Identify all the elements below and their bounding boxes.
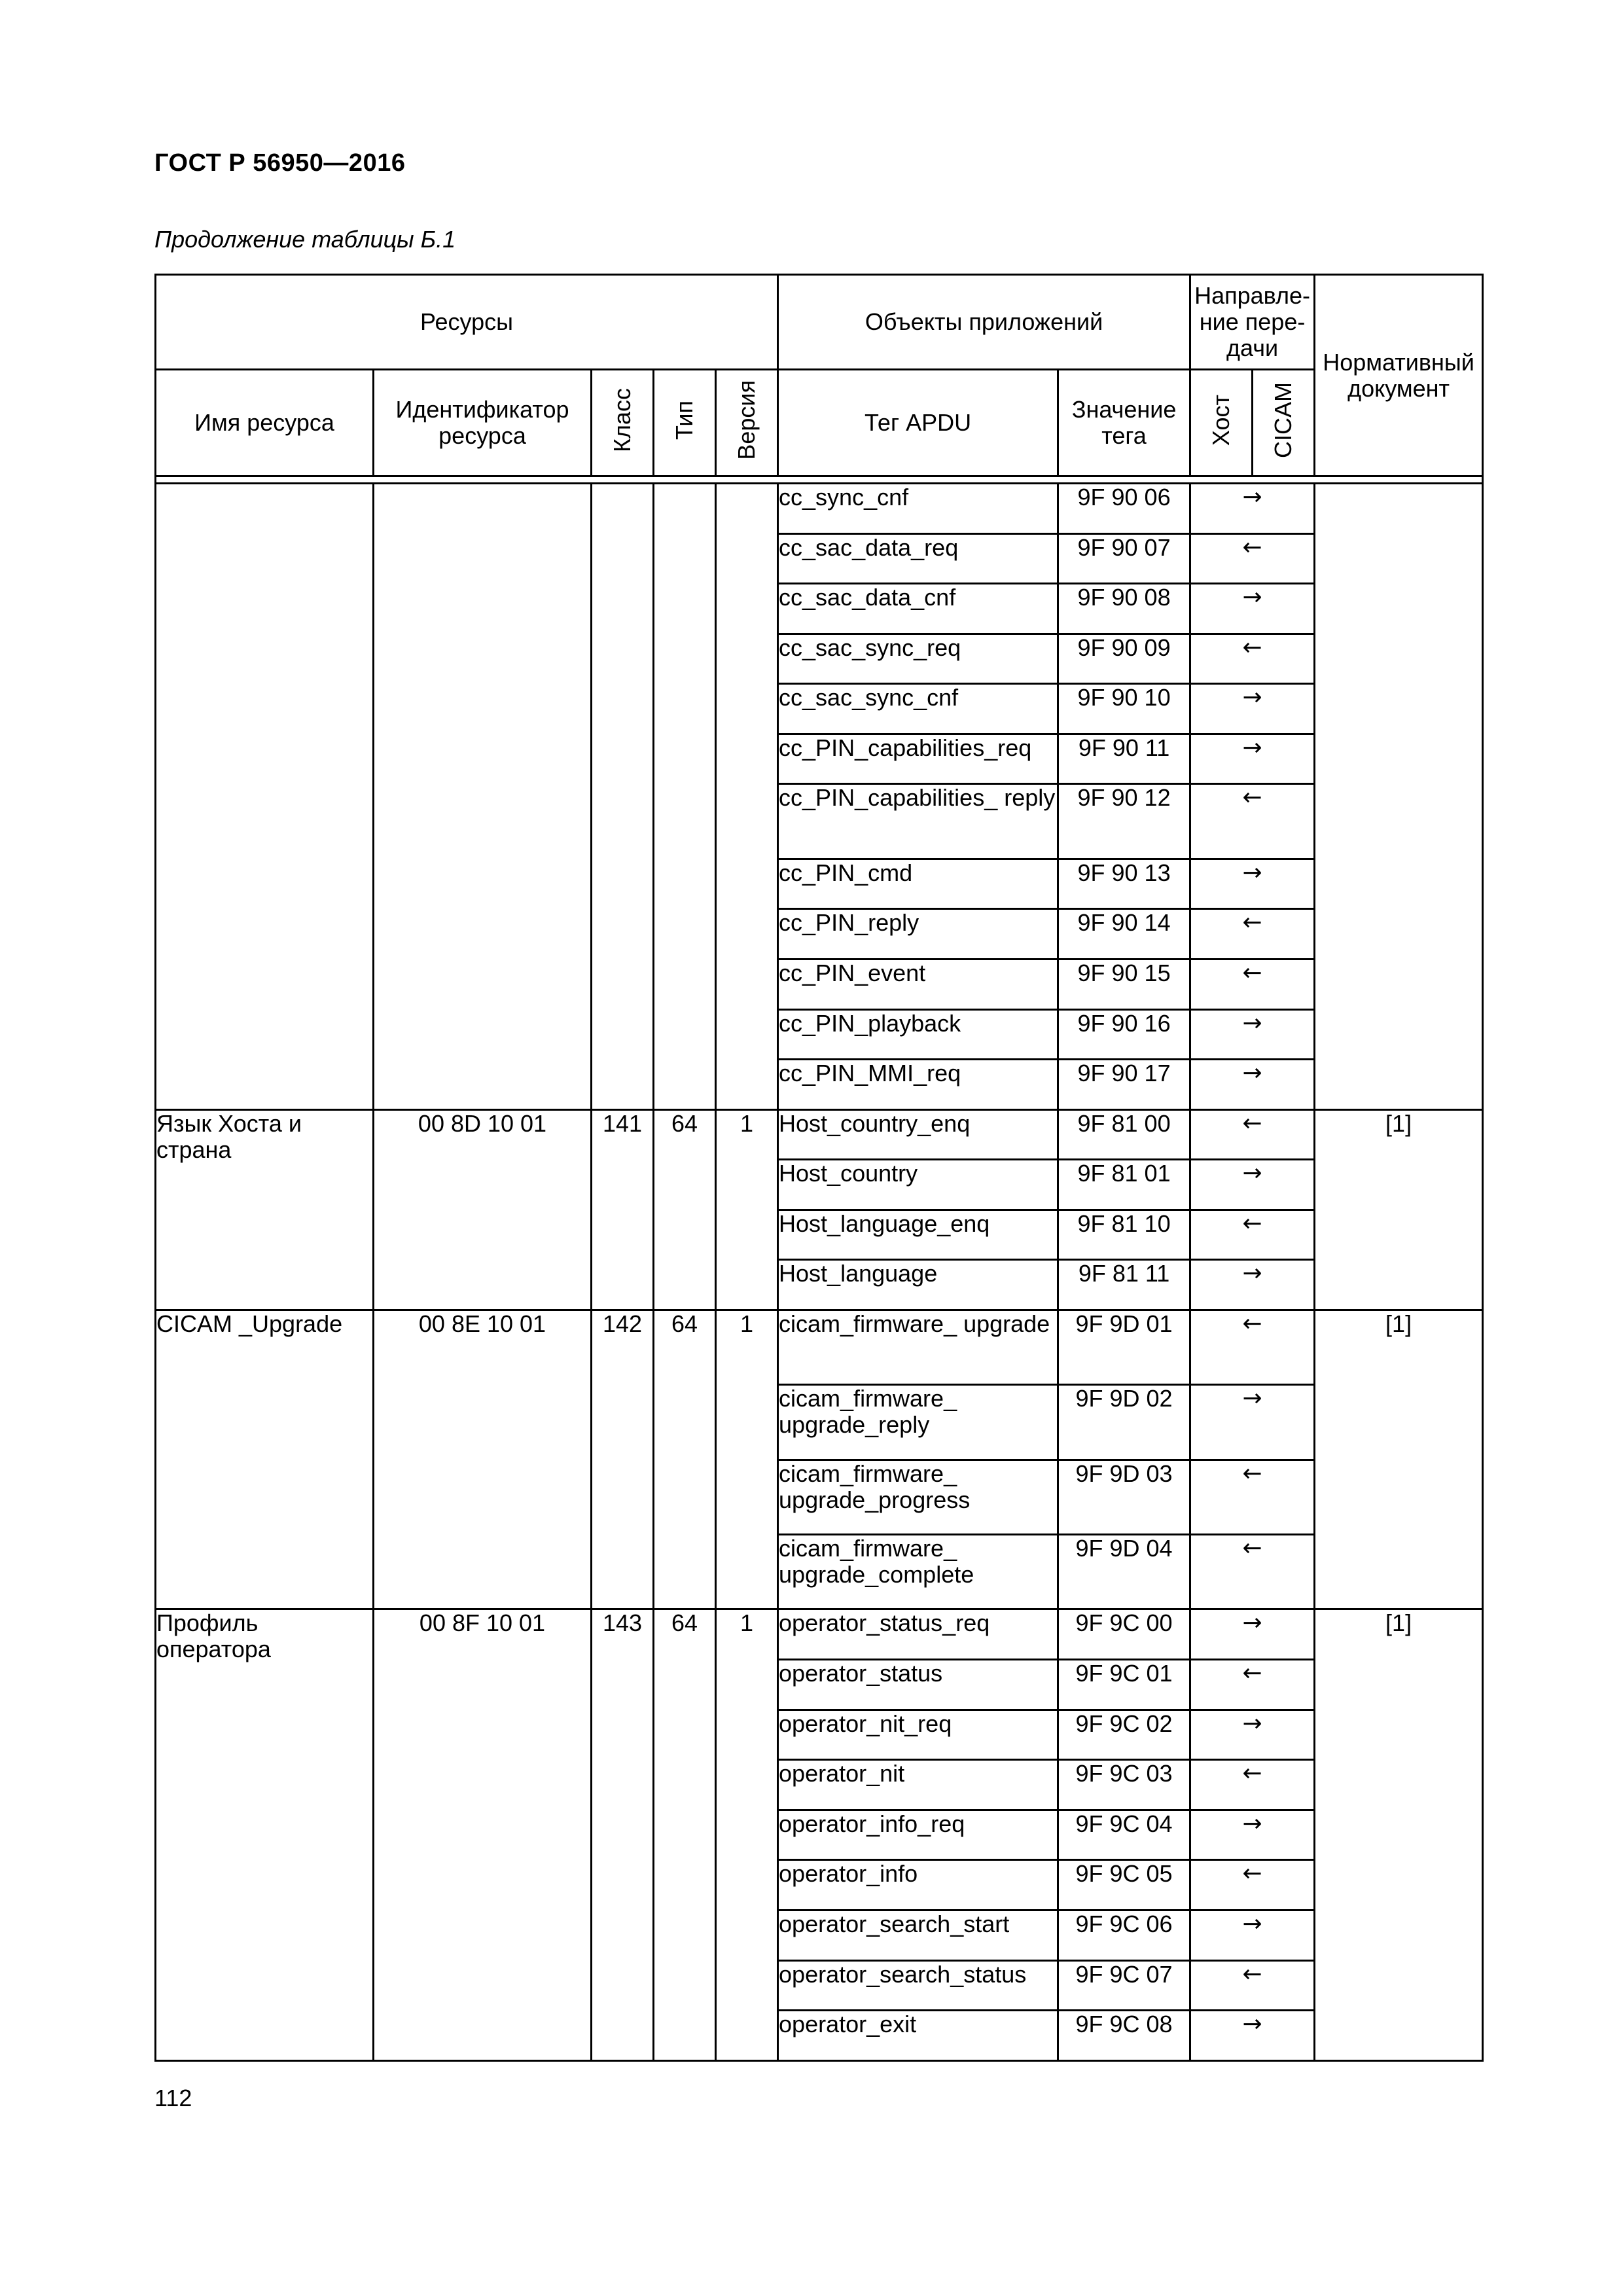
- resource-class-cell: [592, 484, 654, 1110]
- apdu-tag-cell: Host_language_enq: [778, 1210, 1058, 1260]
- resource-name-cell: Язык Хоста и страна: [156, 1109, 374, 1310]
- tag-value-cell: 9F 81 11: [1058, 1260, 1190, 1310]
- header-resource-id: Идентификатор ресурса: [374, 370, 592, 476]
- header-class: Класс: [592, 370, 654, 476]
- resource-id-cell: 00 8D 10 01: [374, 1109, 592, 1310]
- apdu-tag-cell: operator_search_status: [778, 1960, 1058, 2011]
- resource-version-cell: 1: [716, 1609, 778, 2061]
- tag-value-cell: 9F 90 17: [1058, 1060, 1190, 1110]
- arrow-right-icon: →: [1190, 584, 1315, 634]
- header-tag-value: Значение тега: [1058, 370, 1190, 476]
- apdu-tag-cell: cc_PIN_capabilities_ reply: [778, 784, 1058, 859]
- apdu-tag-cell: cc_PIN_playback: [778, 1009, 1058, 1060]
- apdu-tag-cell: cicam_firmware_ upgrade_progress: [778, 1460, 1058, 1534]
- header-cicam: CICAM: [1253, 370, 1315, 476]
- header-apdu-tag: Тег APDU: [778, 370, 1058, 476]
- arrow-left-icon: ←: [1190, 1310, 1315, 1385]
- tag-value-cell: 9F 9C 06: [1058, 1910, 1190, 1960]
- resource-id-cell: 00 8E 10 01: [374, 1310, 592, 1609]
- apdu-tag-cell: cc_sac_data_req: [778, 533, 1058, 584]
- resource-class-cell: 141: [592, 1109, 654, 1310]
- resources-table: [154, 274, 1484, 2062]
- arrow-left-icon: ←: [1190, 1860, 1315, 1910]
- document-header: ГОСТ Р 56950—2016: [154, 149, 406, 177]
- tag-value-cell: 9F 9D 04: [1058, 1535, 1190, 1609]
- apdu-tag-cell: cc_PIN_cmd: [778, 859, 1058, 909]
- apdu-tag-cell: cicam_firmware_ upgrade_reply: [778, 1385, 1058, 1460]
- tag-value-cell: 9F 90 09: [1058, 634, 1190, 684]
- tag-value-cell: 9F 9C 07: [1058, 1960, 1190, 2011]
- table-header: [156, 275, 1483, 484]
- apdu-tag-cell: cc_sac_sync_cnf: [778, 684, 1058, 734]
- apdu-tag-cell: cc_sync_cnf: [778, 484, 1058, 534]
- tag-value-cell: 9F 9C 04: [1058, 1810, 1190, 1860]
- apdu-tag-cell: operator_info: [778, 1860, 1058, 1910]
- resource-type-cell: 64: [654, 1310, 716, 1609]
- apdu-tag-cell: cicam_firmware_ upgrade: [778, 1310, 1058, 1385]
- header-type: Тип: [654, 370, 716, 476]
- table-row: [156, 1109, 1483, 1160]
- tag-value-cell: 9F 90 11: [1058, 734, 1190, 784]
- arrow-left-icon: ←: [1190, 1460, 1315, 1534]
- normative-doc-cell: [1315, 484, 1483, 1110]
- apdu-tag-cell: operator_info_req: [778, 1810, 1058, 1860]
- apdu-tag-cell: operator_status: [778, 1660, 1058, 1710]
- arrow-right-icon: →: [1190, 1810, 1315, 1860]
- table-row: [156, 1609, 1483, 1660]
- apdu-tag-cell: cicam_firmware_ upgrade_complete: [778, 1535, 1058, 1609]
- arrow-right-icon: →: [1190, 484, 1315, 534]
- apdu-tag-cell: operator_exit: [778, 2011, 1058, 2061]
- tag-value-cell: 9F 90 16: [1058, 1009, 1190, 1060]
- tag-value-cell: 9F 9D 02: [1058, 1385, 1190, 1460]
- tag-value-cell: 9F 90 10: [1058, 684, 1190, 734]
- header-direction: Направле-ние пере-дачи: [1190, 275, 1315, 370]
- arrow-left-icon: ←: [1190, 533, 1315, 584]
- header-resources: Ресурсы: [156, 275, 778, 370]
- header-app-objects: Объекты приложений: [778, 275, 1190, 370]
- arrow-left-icon: ←: [1190, 1210, 1315, 1260]
- arrow-left-icon: ←: [1190, 1109, 1315, 1160]
- resource-id-cell: 00 8F 10 01: [374, 1609, 592, 2061]
- normative-doc-cell: [1]: [1315, 1310, 1483, 1609]
- apdu-tag-cell: Host_country: [778, 1160, 1058, 1210]
- tag-value-cell: 9F 9C 02: [1058, 1710, 1190, 1760]
- arrow-right-icon: →: [1190, 1060, 1315, 1110]
- header-resource-name: Имя ресурса: [156, 370, 374, 476]
- header-normative-doc: Нормативный документ: [1315, 275, 1483, 476]
- arrow-right-icon: →: [1190, 734, 1315, 784]
- arrow-right-icon: →: [1190, 1385, 1315, 1460]
- apdu-tag-cell: cc_PIN_reply: [778, 909, 1058, 960]
- arrow-right-icon: →: [1190, 2011, 1315, 2061]
- tag-value-cell: 9F 90 07: [1058, 533, 1190, 584]
- apdu-tag-cell: operator_nit_req: [778, 1710, 1058, 1760]
- arrow-right-icon: →: [1190, 1710, 1315, 1760]
- resource-version-cell: [716, 484, 778, 1110]
- resource-type-cell: [654, 484, 716, 1110]
- apdu-tag-cell: Host_language: [778, 1260, 1058, 1310]
- tag-value-cell: 9F 90 06: [1058, 484, 1190, 534]
- tag-value-cell: 9F 9D 03: [1058, 1460, 1190, 1534]
- arrow-right-icon: →: [1190, 859, 1315, 909]
- tag-value-cell: 9F 9C 03: [1058, 1760, 1190, 1810]
- tag-value-cell: 9F 9C 05: [1058, 1860, 1190, 1910]
- apdu-tag-cell: Host_country_enq: [778, 1109, 1058, 1160]
- header-separator: [156, 476, 1483, 484]
- arrow-left-icon: ←: [1190, 1960, 1315, 2011]
- tag-value-cell: 9F 90 14: [1058, 909, 1190, 960]
- arrow-left-icon: ←: [1190, 634, 1315, 684]
- tag-value-cell: 9F 81 00: [1058, 1109, 1190, 1160]
- tag-value-cell: 9F 90 12: [1058, 784, 1190, 859]
- arrow-right-icon: →: [1190, 1260, 1315, 1310]
- header-version: Версия: [716, 370, 778, 476]
- arrow-right-icon: →: [1190, 1609, 1315, 1660]
- tag-value-cell: 9F 9C 08: [1058, 2011, 1190, 2061]
- header-host: Хост: [1190, 370, 1253, 476]
- arrow-left-icon: ←: [1190, 1535, 1315, 1609]
- resource-class-cell: 143: [592, 1609, 654, 2061]
- apdu-tag-cell: cc_sac_sync_req: [778, 634, 1058, 684]
- arrow-right-icon: →: [1190, 1009, 1315, 1060]
- arrow-right-icon: →: [1190, 1160, 1315, 1210]
- apdu-tag-cell: cc_PIN_event: [778, 959, 1058, 1009]
- arrow-left-icon: ←: [1190, 1760, 1315, 1810]
- resource-type-cell: 64: [654, 1609, 716, 2061]
- tag-value-cell: 9F 9C 00: [1058, 1609, 1190, 1660]
- normative-doc-cell: [1]: [1315, 1609, 1483, 2061]
- tag-value-cell: 9F 90 15: [1058, 959, 1190, 1009]
- tag-value-cell: 9F 90 08: [1058, 584, 1190, 634]
- arrow-right-icon: →: [1190, 684, 1315, 734]
- resource-version-cell: 1: [716, 1109, 778, 1310]
- tag-value-cell: 9F 90 13: [1058, 859, 1190, 909]
- page-number: 112: [154, 2085, 192, 2111]
- arrow-left-icon: ←: [1190, 784, 1315, 859]
- resource-class-cell: 142: [592, 1310, 654, 1609]
- resource-type-cell: 64: [654, 1109, 716, 1310]
- apdu-tag-cell: operator_search_start: [778, 1910, 1058, 1960]
- tag-value-cell: 9F 9C 01: [1058, 1660, 1190, 1710]
- arrow-left-icon: ←: [1190, 909, 1315, 960]
- resource-name-cell: [156, 484, 374, 1110]
- tag-value-cell: 9F 9D 01: [1058, 1310, 1190, 1385]
- tag-value-cell: 9F 81 10: [1058, 1210, 1190, 1260]
- table-row: [156, 484, 1483, 534]
- resource-name-cell: Профиль оператора: [156, 1609, 374, 2061]
- table-row: [156, 1310, 1483, 1385]
- resource-id-cell: [374, 484, 592, 1110]
- arrow-left-icon: ←: [1190, 1660, 1315, 1710]
- apdu-tag-cell: operator_nit: [778, 1760, 1058, 1810]
- arrow-right-icon: →: [1190, 1910, 1315, 1960]
- apdu-tag-cell: operator_status_req: [778, 1609, 1058, 1660]
- normative-doc-cell: [1]: [1315, 1109, 1483, 1310]
- resource-version-cell: 1: [716, 1310, 778, 1609]
- apdu-tag-cell: cc_PIN_capabilities_req: [778, 734, 1058, 784]
- tag-value-cell: 9F 81 01: [1058, 1160, 1190, 1210]
- arrow-left-icon: ←: [1190, 959, 1315, 1009]
- resource-name-cell: CICAM _Upgrade: [156, 1310, 374, 1609]
- apdu-tag-cell: cc_PIN_MMI_req: [778, 1060, 1058, 1110]
- apdu-tag-cell: cc_sac_data_cnf: [778, 584, 1058, 634]
- table-body: [156, 484, 1483, 2061]
- table-caption: Продолжение таблицы Б.1: [154, 226, 456, 253]
